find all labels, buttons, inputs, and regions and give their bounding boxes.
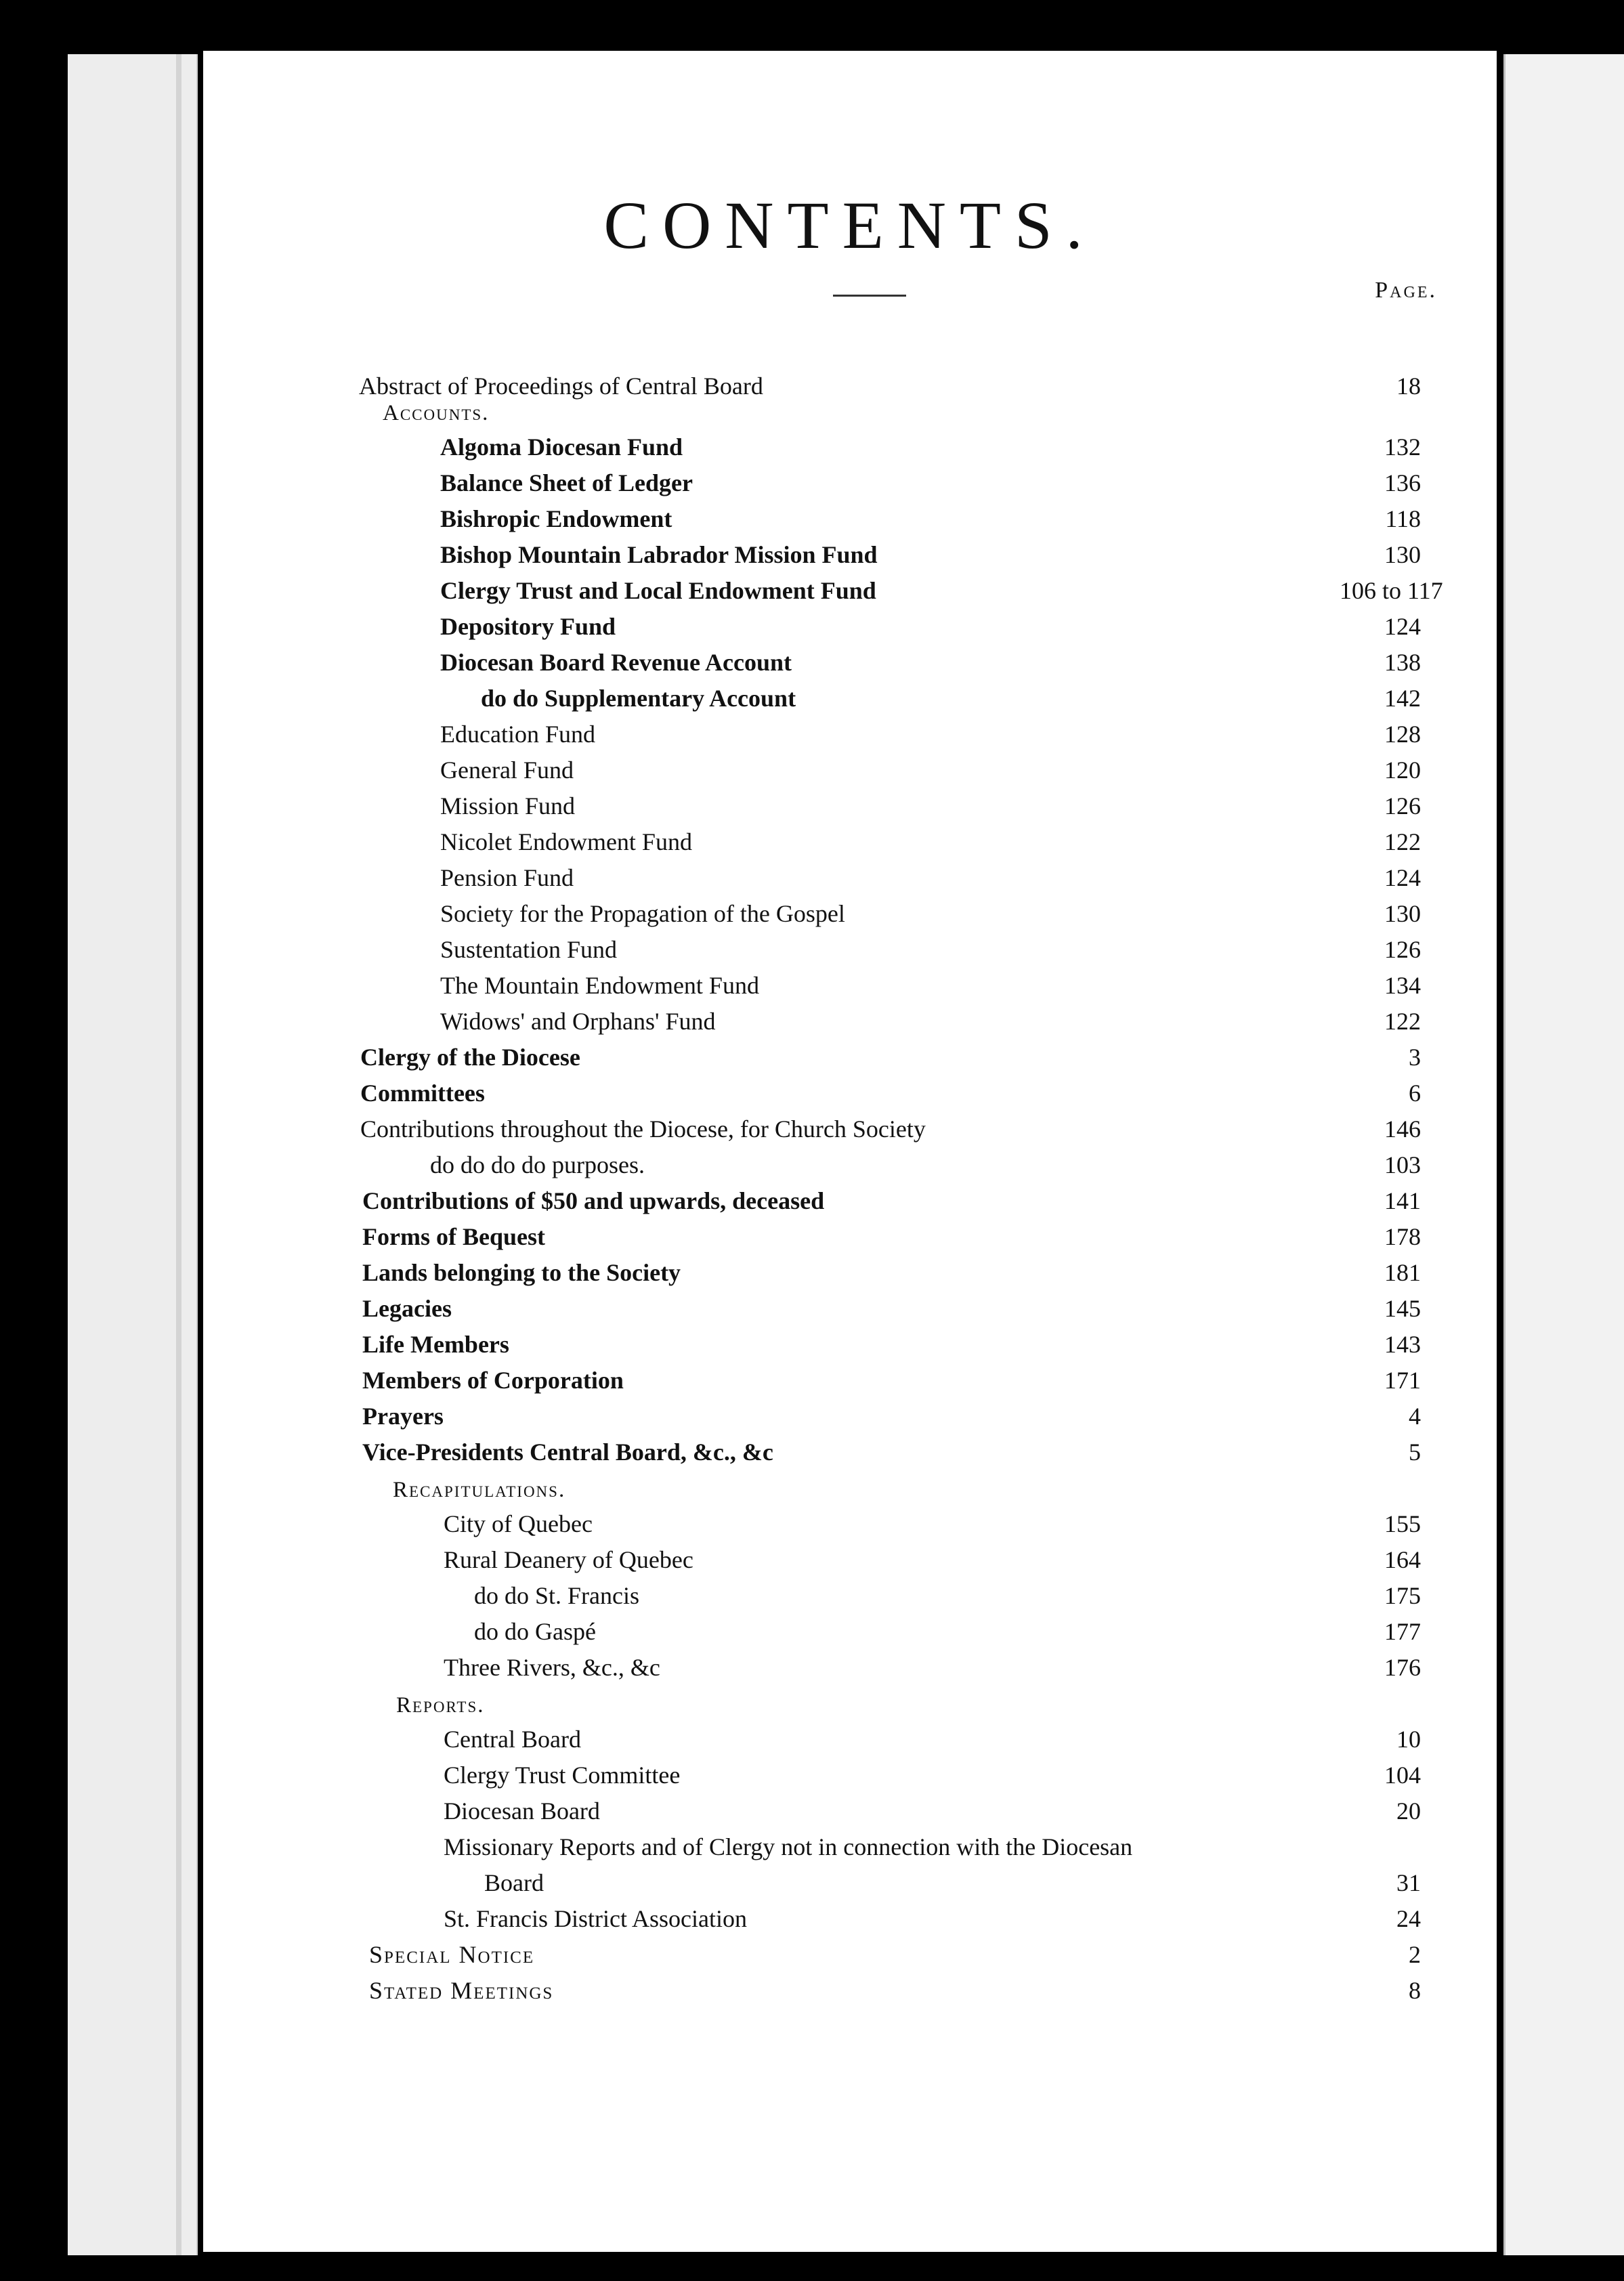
dot-leader xyxy=(582,789,1330,823)
dot-leader xyxy=(883,574,1330,607)
toc-entry xyxy=(203,502,1497,536)
toc-entry-page: 18 xyxy=(1396,372,1421,400)
toc-entry-page: 178 xyxy=(1384,1223,1421,1250)
toc-entry-page: 2 xyxy=(1409,1941,1421,1968)
dot-leader xyxy=(687,1256,1330,1289)
toc-entry-label: Pension Fund xyxy=(440,864,574,891)
dot-leader xyxy=(624,933,1330,966)
toc-entry xyxy=(203,1184,1497,1218)
toc-entry-label: Special Notice xyxy=(369,1941,535,1968)
section-reports: Reports. xyxy=(396,1693,485,1718)
toc-entry-page: 122 xyxy=(1384,828,1421,855)
dot-leader xyxy=(516,1327,1330,1361)
toc-entry-page: 175 xyxy=(1384,1582,1421,1609)
toc-entry xyxy=(203,1722,1497,1756)
dot-leader xyxy=(780,1435,1330,1469)
toc-entry-label: Life Members xyxy=(362,1331,509,1358)
toc-entry-page: 138 xyxy=(1384,649,1421,676)
dot-leader xyxy=(646,1579,1330,1613)
toc-entry-page: 130 xyxy=(1384,900,1421,927)
toc-entry xyxy=(203,1866,1497,1900)
toc-entry-label: Missionary Reports and of Clergy not in connection with the Diocesan xyxy=(444,1833,1133,1860)
toc-entry xyxy=(203,1615,1497,1648)
toc-entry-label: Algoma Diocesan Fund xyxy=(440,433,683,461)
toc-entry-page: 176 xyxy=(1384,1654,1421,1681)
toc-entry-page: 120 xyxy=(1384,756,1421,784)
toc-entry-page: 106 to 117 xyxy=(1340,577,1443,604)
toc-entry-label: Balance Sheet of Ledger xyxy=(440,469,693,496)
toc-entry-label: Diocesan Board xyxy=(444,1797,600,1825)
toc-entry-label: Lands belonging to the Society xyxy=(362,1259,681,1286)
toc-entry xyxy=(203,753,1497,787)
page-title: CONTENTS. xyxy=(603,188,1096,263)
dot-leader xyxy=(560,1974,1330,2007)
dot-leader xyxy=(551,1866,1330,1900)
toc-entry xyxy=(203,1794,1497,1828)
toc-entry-page: 134 xyxy=(1384,972,1421,999)
toc-entry-label: Committees xyxy=(360,1080,485,1107)
toc-entry-page: 142 xyxy=(1384,685,1421,712)
toc-entry xyxy=(203,1938,1497,1971)
toc-entry-page: 124 xyxy=(1384,613,1421,640)
dot-leader xyxy=(552,1220,1330,1254)
toc-entry-page: 136 xyxy=(1384,469,1421,496)
toc-entry-label: Rural Deanery of Quebec xyxy=(444,1546,693,1573)
toc-entry xyxy=(203,1830,1497,1864)
toc-entry-label: Prayers xyxy=(362,1403,444,1430)
toc-entry xyxy=(203,1650,1497,1684)
toc-entry-page: 124 xyxy=(1384,864,1421,891)
toc-entry-label: Sustentation Fund xyxy=(440,936,618,963)
toc-entry-label: Stated Meetings xyxy=(369,1977,554,2004)
toc-entry-label: St. Francis District Association xyxy=(444,1905,747,1932)
toc-entry xyxy=(203,1327,1497,1361)
toc-entry xyxy=(203,825,1497,859)
toc-entry xyxy=(203,681,1497,715)
document-page xyxy=(203,51,1497,2252)
toc-entry xyxy=(203,466,1497,500)
toc-entry-label: Bishropic Endowment xyxy=(440,505,672,532)
toc-entry xyxy=(203,1758,1497,1792)
title-rule xyxy=(833,295,906,297)
dot-leader xyxy=(884,538,1330,572)
toc-entry-page: 3 xyxy=(1409,1044,1421,1071)
toc-entry xyxy=(203,1004,1497,1038)
toc-entry-page: 122 xyxy=(1384,1008,1421,1035)
toc-entry xyxy=(203,968,1497,1002)
toc-entry xyxy=(203,1579,1497,1613)
toc-entry-page: 10 xyxy=(1396,1726,1421,1753)
dot-leader xyxy=(803,681,1330,715)
toc-entry-label: Bishop Mountain Labrador Mission Fund xyxy=(440,541,878,568)
dot-leader xyxy=(723,1004,1331,1038)
dot-leader xyxy=(687,1758,1330,1792)
toc-entry-page: 126 xyxy=(1384,936,1421,963)
dot-leader xyxy=(699,825,1330,859)
toc-entry-label: Forms of Bequest xyxy=(362,1223,545,1250)
toc-entry-label: Clergy Trust and Local Endowment Fund xyxy=(440,577,876,604)
toc-entry-page: 5 xyxy=(1409,1438,1421,1466)
dot-leader xyxy=(631,1363,1330,1397)
toc-entry xyxy=(203,1399,1497,1433)
toc-entry-label: Three Rivers, &c., &c xyxy=(444,1654,660,1681)
dot-leader xyxy=(588,1722,1330,1756)
dot-leader xyxy=(831,1184,1330,1218)
toc-entry xyxy=(203,430,1497,464)
page-column-label: Page. xyxy=(1375,278,1437,303)
toc-entry-page: 141 xyxy=(1384,1187,1421,1214)
toc-entry-label: Clergy of the Diocese xyxy=(360,1044,580,1071)
toc-entry-label: do do Supplementary Account xyxy=(481,685,796,712)
dot-leader xyxy=(450,1399,1330,1433)
toc-entry xyxy=(203,789,1497,823)
toc-entry-page: 181 xyxy=(1384,1259,1421,1286)
toc-entry xyxy=(203,1974,1497,2007)
toc-entry-label: do do do do purposes. xyxy=(430,1151,645,1178)
toc-entry xyxy=(203,1292,1497,1325)
toc-entry-label: Diocesan Board Revenue Account xyxy=(440,649,792,676)
section-recapitulations: Recapitulations. xyxy=(393,1478,566,1502)
dot-leader xyxy=(607,1794,1330,1828)
toc-entry-label: Board xyxy=(484,1869,544,1896)
dot-leader xyxy=(492,1076,1330,1110)
dot-leader xyxy=(700,1543,1330,1577)
toc-entry xyxy=(203,1363,1497,1397)
toc-entry-page: 145 xyxy=(1384,1295,1421,1322)
toc-entry-page: 146 xyxy=(1384,1115,1421,1143)
toc-entry xyxy=(203,1256,1497,1289)
toc-entry-page: 177 xyxy=(1384,1618,1421,1645)
dot-leader xyxy=(766,968,1330,1002)
dot-leader xyxy=(651,1148,1330,1182)
toc-entry-page: 126 xyxy=(1384,792,1421,819)
toc-entry-label: Mission Fund xyxy=(440,792,576,819)
toc-entry-label: The Mountain Endowment Fund xyxy=(440,972,759,999)
toc-entry-page: 6 xyxy=(1409,1080,1421,1107)
toc-entry-page: 104 xyxy=(1384,1762,1421,1789)
dot-leader xyxy=(667,1650,1330,1684)
toc-entry-page: 143 xyxy=(1384,1331,1421,1358)
toc-entry-page: 24 xyxy=(1396,1905,1421,1932)
toc-entry xyxy=(203,1076,1497,1110)
toc-entry-page: 132 xyxy=(1384,433,1421,461)
dot-leader xyxy=(679,502,1330,536)
toc-entry-label: do do St. Francis xyxy=(474,1582,640,1609)
toc-entry-page: 118 xyxy=(1385,505,1421,532)
toc-entry-label: General Fund xyxy=(440,756,574,784)
toc-entry xyxy=(203,1543,1497,1577)
toc-entry-label: Education Fund xyxy=(440,721,595,748)
toc-entry-page: 128 xyxy=(1384,721,1421,748)
toc-entry xyxy=(203,861,1497,895)
toc-entry-page: 4 xyxy=(1409,1403,1421,1430)
dot-leader xyxy=(700,466,1330,500)
toc-entry-page: 130 xyxy=(1384,541,1421,568)
toc-entry-label: Nicolet Endowment Fund xyxy=(440,828,692,855)
toc-entry-label: Contributions throughout the Diocese, for Church Society xyxy=(360,1115,926,1143)
toc-entry-label: Vice-Presidents Central Board, &c., &c xyxy=(362,1438,773,1466)
toc-entry-label: Clergy Trust Committee xyxy=(444,1762,681,1789)
toc-entry xyxy=(203,1148,1497,1182)
dot-leader xyxy=(689,430,1330,464)
dot-leader xyxy=(933,1112,1330,1146)
dot-leader xyxy=(602,717,1330,751)
toc-entry-label: Members of Corporation xyxy=(362,1367,624,1394)
dot-leader xyxy=(852,897,1330,931)
toc-entry xyxy=(203,933,1497,966)
toc-entry xyxy=(203,1220,1497,1254)
toc-entry xyxy=(203,1040,1497,1074)
toc-entry-label: Contributions of $50 and upwards, deceased xyxy=(362,1187,825,1214)
toc-entry xyxy=(203,1112,1497,1146)
toc-entry xyxy=(203,1435,1497,1469)
toc-entry-page: 164 xyxy=(1384,1546,1421,1573)
dot-leader xyxy=(770,369,1330,403)
dot-leader xyxy=(587,1040,1330,1074)
toc-entry-label: do do Gaspé xyxy=(474,1618,596,1645)
toc-entry-label: Widows' and Orphans' Fund xyxy=(440,1008,716,1035)
toc-entry xyxy=(203,610,1497,643)
toc-entry-label: Depository Fund xyxy=(440,613,616,640)
toc-entry xyxy=(203,897,1497,931)
toc-entry xyxy=(203,369,1497,403)
toc-entry xyxy=(203,717,1497,751)
toc-entry-page: 20 xyxy=(1396,1797,1421,1825)
left-page-edge xyxy=(68,54,198,2255)
toc-entry-label: City of Quebec xyxy=(444,1510,593,1537)
toc-entry-page: 171 xyxy=(1384,1367,1421,1394)
toc-entry xyxy=(203,645,1497,679)
section-accounts: Accounts. xyxy=(383,401,490,425)
dot-leader xyxy=(599,1507,1330,1541)
toc-entry xyxy=(203,574,1497,607)
toc-entry-label: Legacies xyxy=(362,1295,452,1322)
right-page-edge xyxy=(1503,54,1624,2255)
toc-entry-page: 155 xyxy=(1384,1510,1421,1537)
dot-leader xyxy=(580,861,1330,895)
dot-leader xyxy=(603,1615,1330,1648)
toc-entry-page: 103 xyxy=(1384,1151,1421,1178)
toc-entry-page: 31 xyxy=(1396,1869,1421,1896)
dot-leader xyxy=(798,645,1330,679)
dot-leader xyxy=(580,753,1330,787)
dot-leader xyxy=(622,610,1330,643)
toc-entry xyxy=(203,538,1497,572)
toc-entry xyxy=(203,1507,1497,1541)
toc-entry-label: Central Board xyxy=(444,1726,581,1753)
binding-shadow xyxy=(176,54,181,2255)
toc-entry-label: Society for the Propagation of the Gospel xyxy=(440,900,845,927)
toc-entry-label: Abstract of Proceedings of Central Board xyxy=(359,372,763,400)
dot-leader xyxy=(458,1292,1330,1325)
toc-entry xyxy=(203,1902,1497,1936)
dot-leader xyxy=(754,1902,1330,1936)
toc-entry-page: 8 xyxy=(1409,1977,1421,2004)
dot-leader xyxy=(541,1938,1330,1971)
